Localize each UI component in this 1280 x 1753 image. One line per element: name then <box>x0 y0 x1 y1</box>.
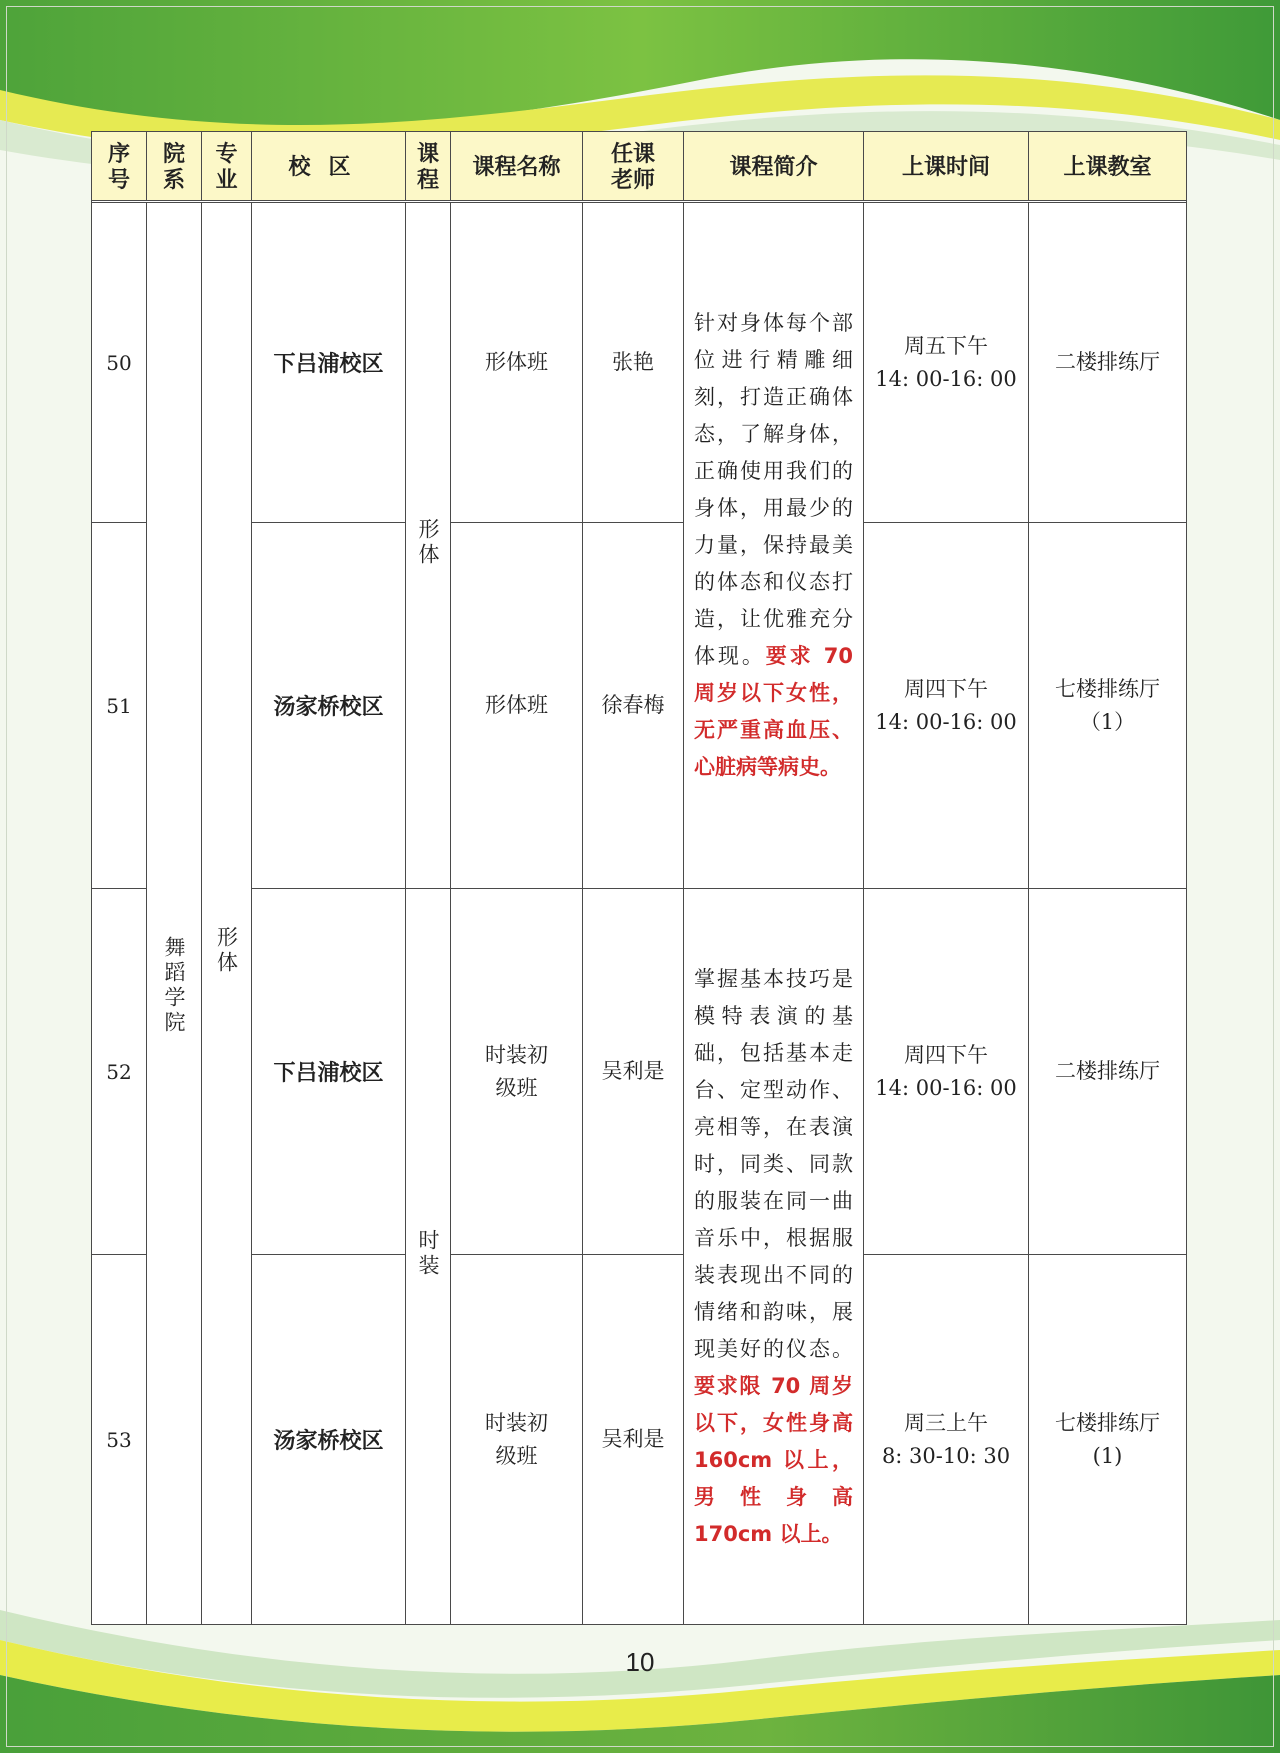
row-teacher: 张艳 <box>583 203 684 523</box>
row-course-name: 形体班 <box>451 203 583 523</box>
table-row <box>92 523 1187 889</box>
row-time: 周三上午 8: 30-10: 30 <box>864 1255 1029 1625</box>
header-major: 专业 <box>202 132 252 201</box>
course-intro <box>684 203 864 889</box>
intro-requirement: 要求限 70 周岁以下，女性身高 160cm 以上，男性身高 170cm 以上。 <box>694 1373 853 1546</box>
course-cell: 时装 <box>406 889 451 1625</box>
row-course-name: 形体班 <box>451 523 583 889</box>
row-campus: 汤家桥校区 <box>252 1255 406 1625</box>
intro-text: 掌握基本技巧是模特表演的基础，包括基本走台、定型动作、亮相等，在表演时，同类、同款的服装在同一曲音乐中，根据服装表现出不同的情绪和韵味，展现美好的仪态。 <box>694 966 853 1361</box>
header-course: 课程 <box>406 132 451 201</box>
table-row <box>92 1255 1187 1625</box>
table-header-row <box>92 132 1187 201</box>
row-room: 七楼排练厅 （1） <box>1029 523 1187 889</box>
row-seq: 50 <box>92 203 147 523</box>
header-seq: 序号 <box>92 132 147 201</box>
row-seq: 52 <box>92 889 147 1255</box>
row-teacher: 吴利是 <box>583 1255 684 1625</box>
course-table <box>91 131 1187 1625</box>
row-time: 周四下午 14: 00-16: 00 <box>864 523 1029 889</box>
row-teacher: 吴利是 <box>583 889 684 1255</box>
course-cell: 形体 <box>406 203 451 889</box>
header-room: 上课教室 <box>1029 132 1187 201</box>
page-number: 10 <box>625 1647 655 1677</box>
header-intro: 课程简介 <box>684 132 864 201</box>
table-row <box>92 889 1187 1255</box>
header-time: 上课时间 <box>864 132 1029 201</box>
intro-text: 针对身体每个部位进行精雕细刻，打造正确体态，了解身体，正确使用我们的身体，用最少的力量，保持最美的体态和仪态打造，让优雅充分体现。 <box>694 311 853 668</box>
row-room: 七楼排练厅 (1) <box>1029 1255 1187 1625</box>
row-seq: 53 <box>92 1255 147 1625</box>
college-cell: 舞蹈学院 <box>147 203 202 1625</box>
intro-requirement: 要求 70 周岁以下女性，无严重高血压、心脏病等病史。 <box>694 644 853 779</box>
course-intro <box>684 889 864 1625</box>
header-campus: 校区 <box>252 132 406 201</box>
header-teacher: 任课老师 <box>583 132 684 201</box>
header-course-name: 课程名称 <box>451 132 583 201</box>
table-row <box>92 203 1187 523</box>
row-time: 周四下午 14: 00-16: 00 <box>864 889 1029 1255</box>
row-teacher: 徐春梅 <box>583 523 684 889</box>
row-campus: 下吕浦校区 <box>252 203 406 523</box>
major-cell: 形体 <box>202 203 252 1625</box>
row-room: 二楼排练厅 <box>1029 889 1187 1255</box>
row-seq: 51 <box>92 523 147 889</box>
row-campus: 下吕浦校区 <box>252 889 406 1255</box>
row-room: 二楼排练厅 <box>1029 203 1187 523</box>
row-course-name: 时装初级班 <box>451 1255 583 1625</box>
row-campus: 汤家桥校区 <box>252 523 406 889</box>
row-time: 周五下午 14: 00-16: 00 <box>864 203 1029 523</box>
header-college: 院系 <box>147 132 202 201</box>
row-course-name: 时装初级班 <box>451 889 583 1255</box>
